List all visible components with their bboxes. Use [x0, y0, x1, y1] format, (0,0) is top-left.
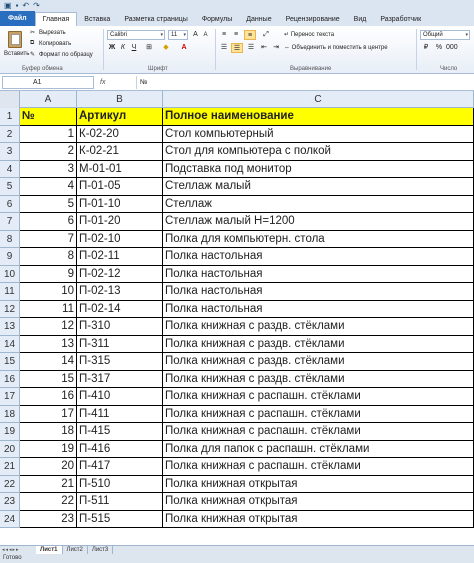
- cell[interactable]: 4: [20, 178, 77, 196]
- row-header[interactable]: 16: [0, 371, 20, 389]
- tab-home[interactable]: Главная: [35, 12, 78, 26]
- table-row: [0, 301, 474, 319]
- table-row: [0, 458, 474, 476]
- cell[interactable]: Полка для компьютерн. стола: [163, 231, 474, 249]
- cell[interactable]: К-02-20: [77, 126, 163, 144]
- cell[interactable]: 5: [20, 196, 77, 214]
- row-header[interactable]: 4: [0, 161, 20, 179]
- tab-page-layout[interactable]: Разметка страницы: [124, 16, 188, 23]
- title-bar: [0, 0, 474, 11]
- brush-icon: ✎: [30, 52, 36, 58]
- cut-label: Вырезать: [39, 29, 66, 36]
- row-header[interactable]: 21: [0, 458, 20, 476]
- formula-input[interactable]: №: [136, 76, 472, 89]
- cell[interactable]: Полка книжная с распашн. стёклами: [163, 423, 474, 441]
- number-format-value: Общий: [423, 32, 443, 38]
- cell[interactable]: 15: [20, 371, 77, 389]
- cell[interactable]: Полка книжная с распашн. стёклами: [163, 388, 474, 406]
- ribbon: [0, 26, 474, 74]
- copy-label: Копировать: [39, 40, 72, 47]
- cell[interactable]: Стеллаж малый Н=1200: [163, 213, 474, 231]
- table-row: [0, 266, 474, 284]
- merge-center-button[interactable]: [284, 43, 388, 53]
- tab-review[interactable]: Рецензирование: [285, 16, 340, 23]
- cell[interactable]: П-511: [77, 493, 163, 511]
- table-row: [0, 196, 474, 214]
- copy-icon: ⧉: [30, 40, 35, 46]
- table-row: [0, 423, 474, 441]
- cell[interactable]: Полка настольная: [163, 248, 474, 266]
- cell[interactable]: Стеллаж малый: [163, 178, 474, 196]
- percent-icon[interactable]: %: [435, 44, 443, 51]
- cell[interactable]: Стол для компьютера с полкой: [163, 143, 474, 161]
- table-row: [0, 406, 474, 424]
- wrap-text-button[interactable]: [284, 30, 334, 40]
- align-middle-icon[interactable]: ≡: [233, 31, 239, 38]
- cell[interactable]: П-01-20: [77, 213, 163, 231]
- cell[interactable]: Артикул: [77, 108, 163, 126]
- cell[interactable]: М-01-01: [77, 161, 163, 179]
- cell[interactable]: П-02-11: [77, 248, 163, 266]
- cell[interactable]: Полка книжная с распашн. стёклами: [163, 406, 474, 424]
- row-header[interactable]: 3: [0, 143, 20, 161]
- row-header[interactable]: 14: [0, 336, 20, 354]
- cell[interactable]: Полка настольная: [163, 283, 474, 301]
- table-row: [0, 353, 474, 371]
- increase-indent-icon[interactable]: ⇥: [273, 44, 279, 51]
- tab-data[interactable]: Данные: [246, 16, 272, 23]
- row-header[interactable]: 13: [0, 318, 20, 336]
- currency-icon[interactable]: ₽: [423, 44, 429, 51]
- font-name-value: Calibri: [110, 32, 128, 38]
- row-header[interactable]: 5: [0, 178, 20, 196]
- cell[interactable]: П-02-10: [77, 231, 163, 249]
- cell[interactable]: К-02-21: [77, 143, 163, 161]
- cell[interactable]: П-311: [77, 336, 163, 354]
- row-header[interactable]: 22: [0, 476, 20, 494]
- save-icon[interactable]: ▪: [15, 1, 19, 10]
- row-header[interactable]: 9: [0, 248, 20, 266]
- borders-icon[interactable]: ⊞: [146, 44, 152, 51]
- merge-icon: ⇔: [284, 45, 290, 51]
- format-painter-label: Формат по образцу: [39, 51, 93, 58]
- cell[interactable]: 9: [20, 266, 77, 284]
- status-bar: Готово: [0, 554, 474, 563]
- tab-file[interactable]: Файл: [0, 11, 35, 26]
- bold-button[interactable]: Ж: [108, 44, 116, 51]
- cell[interactable]: 21: [20, 476, 77, 494]
- align-bottom-icon[interactable]: ≡: [244, 30, 256, 40]
- chevron-down-icon: ▾: [183, 32, 186, 38]
- row-header[interactable]: 24: [0, 511, 20, 529]
- name-box[interactable]: A1: [2, 76, 94, 89]
- cell[interactable]: 12: [20, 318, 77, 336]
- cell[interactable]: Полка книжная с распашн. стёклами: [163, 458, 474, 476]
- cell[interactable]: Стеллаж: [163, 196, 474, 214]
- cell[interactable]: П-02-12: [77, 266, 163, 284]
- cell[interactable]: П-310: [77, 318, 163, 336]
- paste-label: Вставить: [4, 51, 30, 57]
- cell[interactable]: 22: [20, 493, 77, 511]
- row-header[interactable]: 1: [0, 108, 20, 126]
- grow-font-button[interactable]: A: [193, 31, 198, 38]
- italic-button[interactable]: К: [120, 44, 126, 51]
- cell[interactable]: Полка настольная: [163, 266, 474, 284]
- cell[interactable]: №: [20, 108, 77, 126]
- sheet-tabs-bar: [0, 545, 474, 554]
- table-row: [0, 231, 474, 249]
- cell[interactable]: Полка книжная с раздв. стёклами: [163, 371, 474, 389]
- spreadsheet-grid: [0, 108, 474, 528]
- copy-button[interactable]: [30, 40, 71, 47]
- cell[interactable]: Полка книжная открытая: [163, 476, 474, 494]
- orientation-icon[interactable]: ⤢: [263, 31, 269, 38]
- table-row: [0, 336, 474, 354]
- table-row: [0, 388, 474, 406]
- select-all-button[interactable]: [0, 91, 20, 108]
- ribbon-tabs: [0, 11, 474, 26]
- cell[interactable]: 8: [20, 248, 77, 266]
- cell[interactable]: 17: [20, 406, 77, 424]
- cell[interactable]: Полка для папок с распашн. стёклами: [163, 441, 474, 459]
- cell[interactable]: 6: [20, 213, 77, 231]
- clipboard-group-label: Буфер обмена: [22, 66, 63, 72]
- row-header[interactable]: 6: [0, 196, 20, 214]
- cell[interactable]: П-510: [77, 476, 163, 494]
- row-header[interactable]: 10: [0, 266, 20, 284]
- cell[interactable]: П-417: [77, 458, 163, 476]
- undo-icon[interactable]: ↶: [22, 1, 30, 10]
- table-row: [0, 371, 474, 389]
- column-headers: [0, 91, 474, 108]
- row-header[interactable]: 7: [0, 213, 20, 231]
- row-header[interactable]: 2: [0, 126, 20, 144]
- align-center-icon[interactable]: ☰: [231, 43, 243, 53]
- cell[interactable]: 1: [20, 126, 77, 144]
- sheet-nav-icon[interactable]: ◂◂◂▸▸: [2, 547, 20, 553]
- cell[interactable]: Полка книжная открытая: [163, 493, 474, 511]
- column-header-b[interactable]: B: [77, 91, 163, 108]
- table-header-row: [0, 108, 474, 126]
- cell[interactable]: Полка настольная: [163, 301, 474, 319]
- paste-button[interactable]: [4, 29, 30, 65]
- cell[interactable]: Полка книжная открытая: [163, 511, 474, 529]
- alignment-group-label: Выравнивание: [290, 66, 332, 72]
- underline-button[interactable]: Ч: [131, 44, 137, 51]
- table-row: [0, 283, 474, 301]
- chevron-down-icon: ▾: [465, 32, 468, 38]
- row-header[interactable]: 17: [0, 388, 20, 406]
- cell[interactable]: П-411: [77, 406, 163, 424]
- formula-bar: [0, 74, 474, 91]
- table-row: [0, 318, 474, 336]
- cell[interactable]: П-515: [77, 511, 163, 529]
- cell[interactable]: П-410: [77, 388, 163, 406]
- cell[interactable]: 14: [20, 353, 77, 371]
- format-painter-button[interactable]: [30, 51, 93, 58]
- cell[interactable]: П-01-10: [77, 196, 163, 214]
- chevron-down-icon: ▾: [160, 32, 163, 38]
- cell[interactable]: Подставка под монитор: [163, 161, 474, 179]
- shrink-font-button[interactable]: A: [203, 32, 208, 38]
- sheet-tab-3[interactable]: Лист3: [88, 546, 113, 554]
- font-color-icon[interactable]: A: [181, 44, 187, 51]
- align-left-icon[interactable]: ☰: [220, 44, 228, 51]
- cell[interactable]: Полное наименование: [163, 108, 474, 126]
- table-row: [0, 493, 474, 511]
- row-header[interactable]: 18: [0, 406, 20, 424]
- cell[interactable]: 19: [20, 441, 77, 459]
- row-header[interactable]: 8: [0, 231, 20, 249]
- fx-icon[interactable]: fx: [100, 79, 106, 86]
- font-size-select[interactable]: [168, 30, 188, 40]
- tab-formulas[interactable]: Формулы: [201, 16, 233, 23]
- cell[interactable]: П-315: [77, 353, 163, 371]
- table-row: [0, 248, 474, 266]
- row-header[interactable]: 20: [0, 441, 20, 459]
- row-header[interactable]: 12: [0, 301, 20, 319]
- table-row: [0, 161, 474, 179]
- cell[interactable]: П-317: [77, 371, 163, 389]
- decrease-indent-icon[interactable]: ⇤: [261, 44, 267, 51]
- thousands-icon[interactable]: 000: [446, 44, 458, 51]
- tab-insert[interactable]: Вставка: [84, 16, 111, 23]
- wrap-text-icon: ↵: [284, 32, 290, 38]
- table-row: [0, 178, 474, 196]
- font-group-label: Шрифт: [148, 66, 168, 72]
- column-header-c[interactable]: C: [163, 91, 474, 108]
- table-row: [0, 441, 474, 459]
- cell[interactable]: 7: [20, 231, 77, 249]
- sheet-tab-2[interactable]: Лист2: [63, 546, 88, 554]
- align-top-icon[interactable]: ≡: [221, 31, 227, 38]
- cell[interactable]: П-416: [77, 441, 163, 459]
- redo-icon[interactable]: ↷: [33, 1, 40, 10]
- tab-view[interactable]: Вид: [353, 16, 367, 23]
- number-format-select[interactable]: [420, 30, 470, 40]
- cell[interactable]: 23: [20, 511, 77, 529]
- table-row: [0, 143, 474, 161]
- cell[interactable]: П-415: [77, 423, 163, 441]
- wrap-text-label: Перенос текста: [290, 32, 335, 38]
- row-header[interactable]: 19: [0, 423, 20, 441]
- excel-icon: ▣: [4, 1, 12, 10]
- cell[interactable]: П-02-13: [77, 283, 163, 301]
- cell[interactable]: 20: [20, 458, 77, 476]
- font-size-value: 11: [171, 32, 178, 38]
- align-right-icon[interactable]: ☰: [247, 44, 255, 51]
- table-row: [0, 126, 474, 144]
- row-header[interactable]: 15: [0, 353, 20, 371]
- cell[interactable]: 18: [20, 423, 77, 441]
- row-header[interactable]: 11: [0, 283, 20, 301]
- fill-color-icon[interactable]: ◆: [163, 44, 169, 51]
- cell[interactable]: 13: [20, 336, 77, 354]
- quick-access-toolbar: [0, 0, 40, 11]
- cell[interactable]: 16: [20, 388, 77, 406]
- cell[interactable]: Стол компьютерный: [163, 126, 474, 144]
- merge-center-label: Объединить и поместить в центре: [291, 45, 388, 51]
- column-header-a[interactable]: A: [20, 91, 77, 108]
- cell[interactable]: 3: [20, 161, 77, 179]
- cell[interactable]: 11: [20, 301, 77, 319]
- table-row: [0, 511, 474, 529]
- row-header[interactable]: 23: [0, 493, 20, 511]
- cell[interactable]: 2: [20, 143, 77, 161]
- number-group-label: Число: [440, 66, 458, 72]
- font-name-select[interactable]: [107, 30, 165, 40]
- cut-button[interactable]: [30, 29, 66, 36]
- scissors-icon: ✂: [30, 30, 36, 36]
- table-row: [0, 213, 474, 231]
- table-row: [0, 476, 474, 494]
- cell[interactable]: Полка книжная с раздв. стёклами: [163, 353, 474, 371]
- cell[interactable]: 10: [20, 283, 77, 301]
- sheet-tab-1[interactable]: Лист1: [36, 546, 63, 554]
- tab-developer[interactable]: Разработчик: [380, 16, 422, 23]
- cell[interactable]: Полка книжная с раздв. стёклами: [163, 318, 474, 336]
- cell[interactable]: П-02-14: [77, 301, 163, 319]
- cell[interactable]: П-01-05: [77, 178, 163, 196]
- cell[interactable]: Полка книжная с раздв. стёклами: [163, 336, 474, 354]
